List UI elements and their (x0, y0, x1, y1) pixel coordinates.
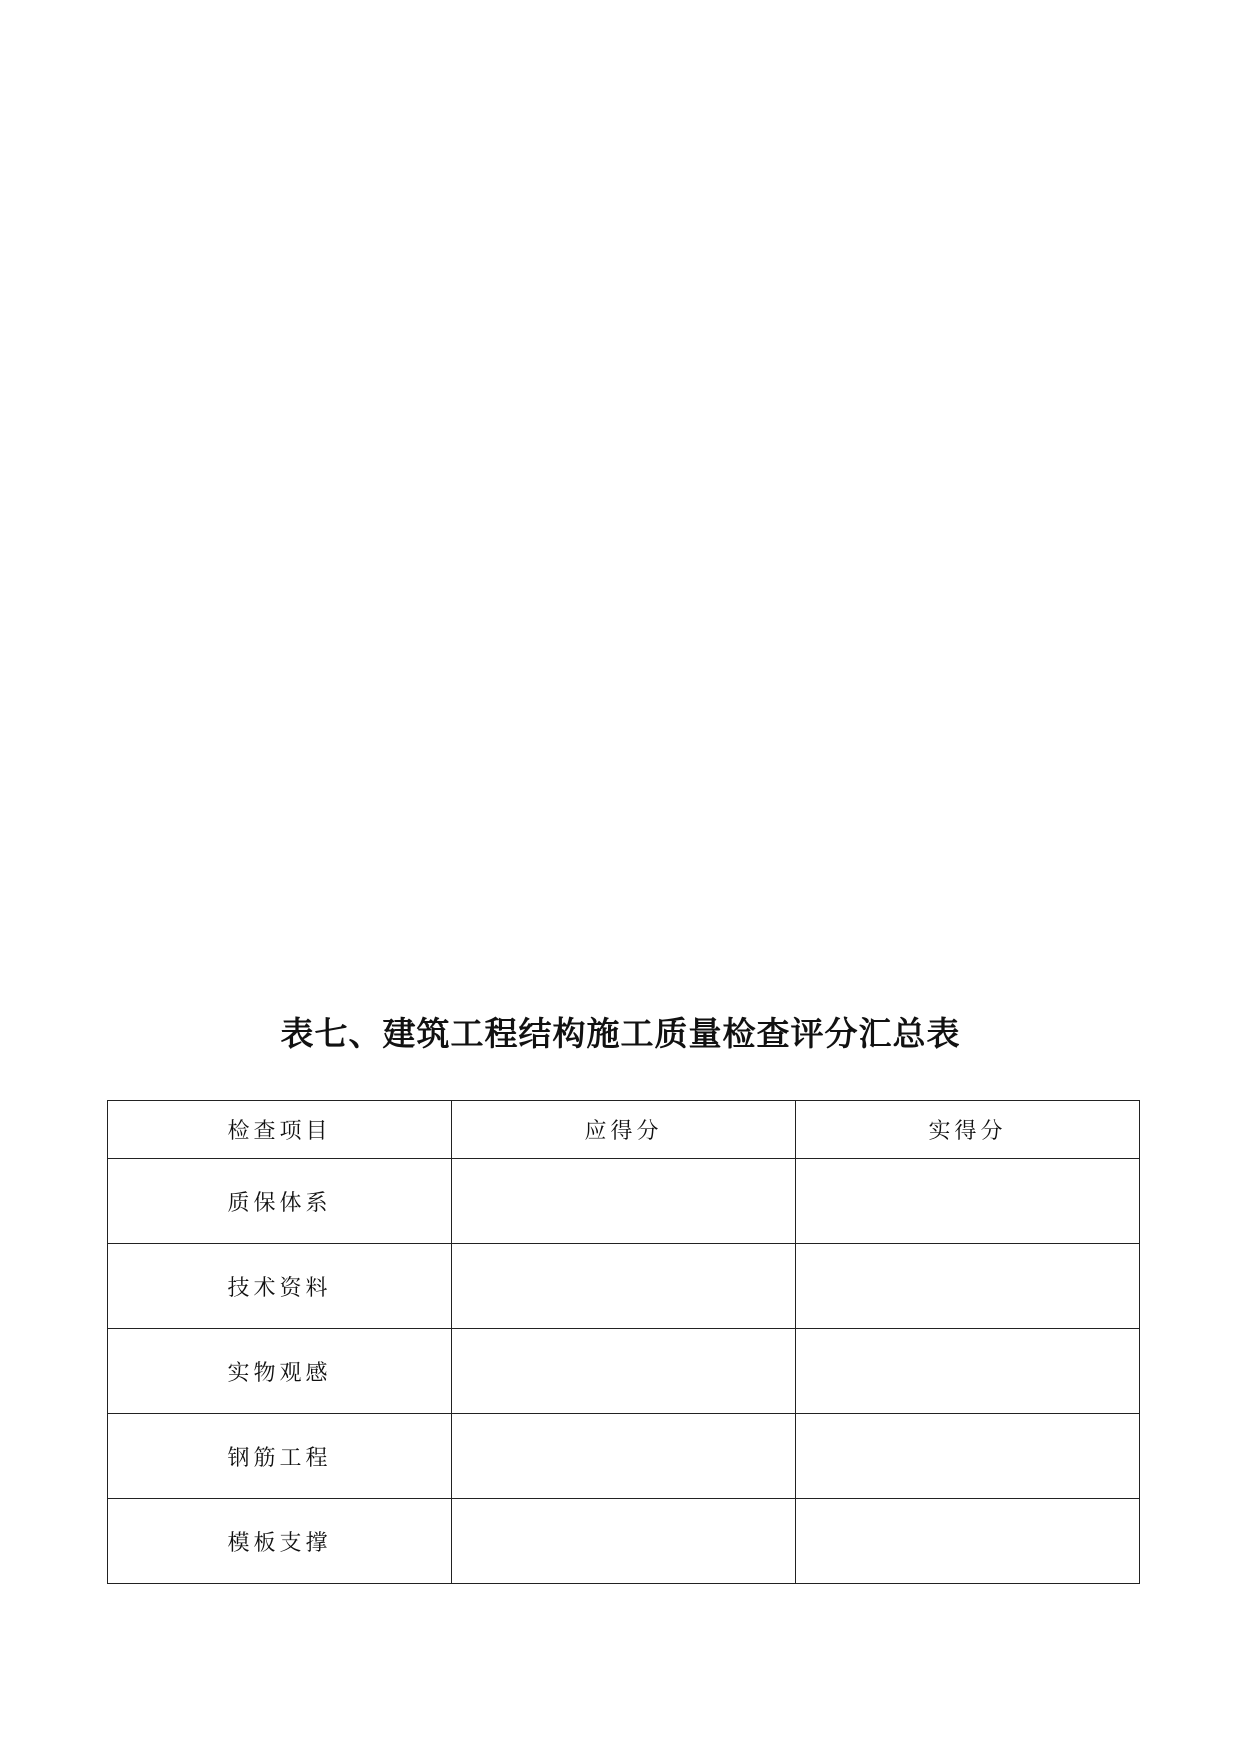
row-item-label: 钢筋工程 (108, 1414, 452, 1499)
actual-score-cell[interactable] (796, 1244, 1140, 1329)
table-row (108, 1159, 1140, 1244)
expected-score-cell[interactable] (452, 1329, 796, 1414)
expected-score-cell[interactable] (452, 1499, 796, 1584)
actual-score-cell[interactable] (796, 1159, 1140, 1244)
header-inspection-item: 检查项目 (108, 1101, 452, 1159)
table-row (108, 1244, 1140, 1329)
header-expected-score: 应得分 (452, 1101, 796, 1159)
score-summary-table (107, 1100, 1140, 1584)
page-title: 表七、建筑工程结构施工质量检查评分汇总表 (280, 1014, 961, 1053)
row-item-label: 实物观感 (108, 1329, 452, 1414)
expected-score-cell[interactable] (452, 1414, 796, 1499)
expected-score-cell[interactable] (452, 1159, 796, 1244)
actual-score-cell[interactable] (796, 1329, 1140, 1414)
row-item-label: 技术资料 (108, 1244, 452, 1329)
row-item-label: 模板支撑 (108, 1499, 452, 1584)
table-row (108, 1499, 1140, 1584)
actual-score-cell[interactable] (796, 1499, 1140, 1584)
expected-score-cell[interactable] (452, 1244, 796, 1329)
header-actual-score: 实得分 (796, 1101, 1140, 1159)
table-row (108, 1414, 1140, 1499)
row-item-label: 质保体系 (108, 1159, 452, 1244)
table-row (108, 1329, 1140, 1414)
table-header-row (108, 1101, 1140, 1159)
actual-score-cell[interactable] (796, 1414, 1140, 1499)
